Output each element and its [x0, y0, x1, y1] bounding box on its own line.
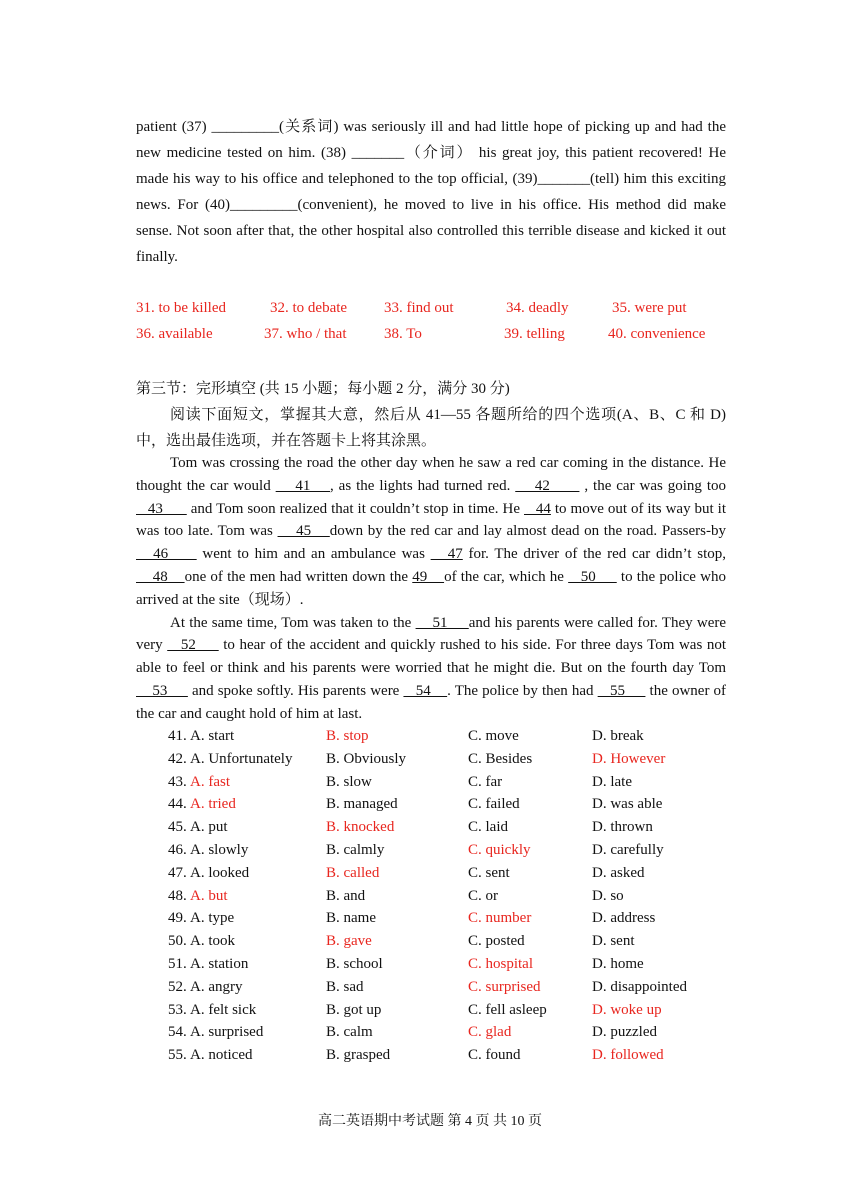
- option-c: C. far: [468, 773, 503, 790]
- option-c: C. found: [468, 1047, 521, 1064]
- blank-51: 51: [415, 614, 469, 631]
- option-a: A. type: [190, 910, 235, 927]
- option-a: A. put: [190, 819, 228, 836]
- answer-37: 37. who / that: [264, 326, 347, 342]
- question-number: 42.: [168, 750, 187, 767]
- answer-36: 36. available: [136, 326, 213, 342]
- question-number: 41.: [168, 728, 187, 744]
- option-b: B. name: [326, 910, 376, 927]
- blank-44: 44: [524, 500, 551, 517]
- option-d: D. late: [592, 773, 632, 790]
- option-c: C. failed: [468, 796, 520, 813]
- option-d: D. woke up: [592, 1001, 662, 1018]
- blank-47: 47: [430, 546, 463, 563]
- question-number: 50.: [168, 933, 187, 950]
- option-a: A. angry: [190, 978, 243, 995]
- blank-45: 45: [277, 523, 330, 540]
- blank-48: 48: [136, 568, 185, 585]
- answer-38: 38. To: [384, 326, 422, 342]
- option-d: D. followed: [592, 1047, 664, 1064]
- option-c: C. fell asleep: [468, 1001, 547, 1018]
- option-d: D. break: [592, 728, 644, 744]
- option-a: A. but: [190, 887, 228, 904]
- option-b: B. Obviously: [326, 750, 407, 767]
- question-number: 49.: [168, 910, 187, 927]
- option-b: B. stop: [326, 728, 369, 744]
- question-number: 54.: [168, 1024, 187, 1041]
- answer-34: 34. deadly: [506, 300, 569, 316]
- option-a: A. took: [190, 933, 235, 950]
- option-a: A. tried: [190, 796, 236, 813]
- option-a: A. start: [190, 728, 235, 744]
- option-c: C. surprised: [468, 978, 541, 995]
- option-b: B. sad: [326, 978, 364, 995]
- answer-31: 31. to be killed: [136, 300, 226, 316]
- question-number: 53.: [168, 1001, 187, 1018]
- option-b: B. and: [326, 887, 366, 904]
- question-number: 43.: [168, 773, 187, 790]
- story-paragraph-2: At the same time, Tom was taken to the 51 and his parents were called for. They were very 52 to hear of the accident and quickly rushed to his side. For three days Tom was not able to feel or think and his parents were worried that he might die. But on the fourth day Tom 53 and spoke softly. His parents were 54 . The police by then had 55 the owner of the car and caught hold of him at last.: [136, 614, 727, 722]
- option-a: A. slowly: [190, 842, 249, 858]
- option-c: C. laid: [468, 819, 508, 836]
- option-c: C. Besides: [468, 750, 533, 767]
- option-c: C. move: [468, 728, 519, 744]
- question-number: 51.: [168, 956, 187, 972]
- option-a: A. Unfortunately: [190, 750, 293, 767]
- option-d: D. address: [592, 910, 656, 927]
- option-d: D. However: [592, 750, 666, 767]
- option-c: C. quickly: [468, 842, 531, 858]
- blank-42: 42: [515, 477, 580, 494]
- cloze-passage: [136, 452, 726, 726]
- answer-40: 40. convenience: [608, 326, 706, 342]
- blank-49: 49: [412, 568, 445, 585]
- option-b: B. school: [326, 956, 383, 972]
- blank-55: 55: [597, 682, 646, 699]
- option-b: B. called: [326, 864, 380, 881]
- option-a: A. noticed: [190, 1047, 253, 1064]
- answer-33: 33. find out: [384, 300, 454, 316]
- section-title: 第三节：完形填空 (共 15 小题；每小题 2 分，满分 30 分): [136, 381, 510, 397]
- blank-41: 41: [275, 477, 331, 494]
- option-a: A. looked: [190, 864, 250, 881]
- question-number: 45.: [168, 819, 187, 836]
- option-b: B. grasped: [326, 1047, 391, 1064]
- option-d: D. puzzled: [592, 1024, 657, 1041]
- option-a: A. surprised: [190, 1024, 264, 1041]
- section-instructions: 阅读下面短文，掌握其大意，然后从 41—55 各题所给的四个选项(A、B、C 和 D)中，选出最佳选项，并在答题卡上将其涂黑。: [136, 407, 726, 449]
- story-paragraph-1: Tom was crossing the road the other day when he saw a red car coming in the distance. He thought the car would 41 , as the lights had turned red. 42 , the car was going too 43 and Tom soon realized that it couldn’t stop in time. He 44 to move out of its way but it was too late. Tom was 45 down by the red car and lay almost dead on the road. Passers-by 46 went to him and an ambulance was 47 for. The driver of the red car didn’t stop, 48 one of the men had written down the 49 of the car, which he 50 to the police who arrived at the site（现场）.: [136, 455, 727, 608]
- answer-35: 35. were put: [612, 300, 687, 316]
- question-number: 48.: [168, 887, 187, 904]
- option-b: B. calm: [326, 1024, 373, 1041]
- option-c: C. glad: [468, 1024, 512, 1041]
- blank-54: 54: [403, 682, 448, 699]
- option-b: B. managed: [326, 796, 398, 813]
- option-d: D. carefully: [592, 842, 664, 858]
- blank-50: 50: [568, 568, 617, 585]
- option-b: B. slow: [326, 773, 372, 790]
- passage-ending: patient (37) _________(关系词) was seriously ill and had little hope of picking up and had the new medicine tested on him. (38) _______（介词） his great joy, this patient recovered! He made his way to his office and telephoned to the top official, (39)_______(tell) him this exciting news. For (40)_________(convenient), he moved to live in his office. His method did make sense. Not soon after that, the other hospital also controlled this terrible disease and kicked it out finally.: [136, 119, 726, 265]
- option-d: D. so: [592, 887, 624, 904]
- option-b: B. got up: [326, 1001, 382, 1018]
- blank-52: 52: [167, 637, 219, 654]
- option-a: A. station: [190, 956, 249, 972]
- option-c: C. hospital: [468, 956, 534, 972]
- blank-43: 43: [136, 500, 187, 517]
- answer-32: 32. to debate: [270, 300, 348, 316]
- option-c: C. number: [468, 910, 532, 927]
- option-b: B. gave: [326, 933, 372, 950]
- question-number: 47.: [168, 864, 187, 881]
- option-a: A. felt sick: [190, 1001, 257, 1018]
- blank-46: 46: [136, 546, 197, 563]
- option-d: D. asked: [592, 864, 645, 881]
- blank-53: 53: [136, 682, 188, 699]
- option-c: C. posted: [468, 933, 525, 950]
- option-b: B. calmly: [326, 842, 385, 858]
- answer-39: 39. telling: [504, 326, 565, 342]
- question-number: 55.: [168, 1047, 187, 1064]
- question-number: 44.: [168, 796, 187, 813]
- page-footer: 高二英语期中考试题 第 4 页 共 10 页: [318, 1114, 542, 1129]
- option-c: C. sent: [468, 864, 510, 881]
- option-d: D. sent: [592, 933, 635, 950]
- option-d: D. thrown: [592, 819, 653, 836]
- option-b: B. knocked: [326, 819, 395, 836]
- option-c: C. or: [468, 887, 498, 904]
- question-number: 52.: [168, 978, 187, 995]
- option-a: A. fast: [190, 773, 230, 790]
- option-d: D. home: [592, 956, 644, 972]
- option-d: D. disappointed: [592, 978, 687, 995]
- option-d: D. was able: [592, 796, 663, 813]
- question-number: 46.: [168, 842, 187, 858]
